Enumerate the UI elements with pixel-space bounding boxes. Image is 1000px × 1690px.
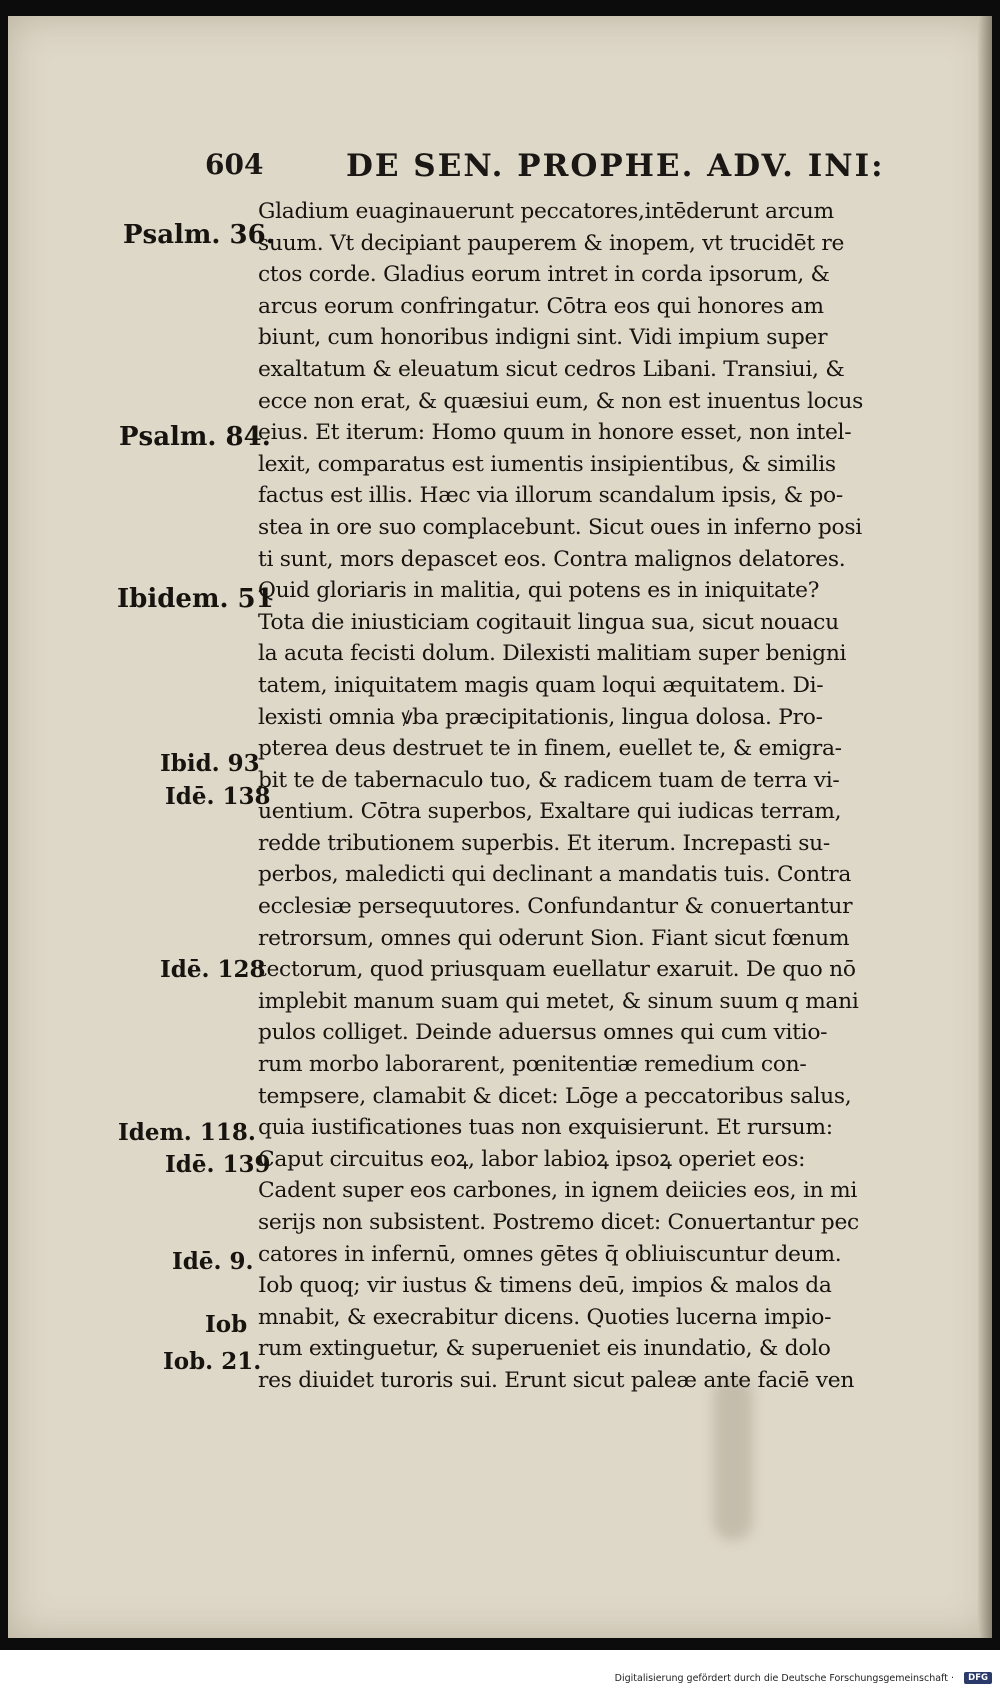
text-line: res diuidet turoris sui. Erunt sicut paleæ ante faciē ven (258, 1367, 855, 1393)
text-line: redde tributionem superbis. Et iterum. Increpasti su- (258, 830, 830, 856)
text-line: pulos colliget. Deinde aduersus omnes qui cum vitio- (258, 1020, 828, 1046)
main-text-block (258, 196, 958, 1397)
text-line: quia iustificationes tuas non exquisierunt. Et rursum: (258, 1115, 833, 1141)
text-line: Gladium euaginauerunt peccatores,intēderunt arcum (258, 199, 834, 224)
text-line: Caput circuitus eoꝝ, labor labioꝝ ipsoꝝ operiet eos: (258, 1146, 806, 1172)
margin-note-iob-21: Iob. 21. (163, 1348, 262, 1375)
margin-note-ide-138: Idē. 138 (165, 783, 271, 810)
margin-note-psalm-84: Psalm. 84. (119, 422, 271, 452)
text-line: uentium. Cōtra superbos, Exaltare qui iudicas terram, (258, 799, 842, 825)
text-line: biunt, cum honoribus indigni sint. Vidi impium super (258, 325, 828, 351)
text-line: catores in infernū, omnes gētes q̄ obliuiscuntur deum. (258, 1241, 842, 1267)
page-edge-shadow (978, 16, 992, 1638)
text-line: rum extinguetur, & superueniet eis inundatio, & dolo (258, 1336, 831, 1362)
text-line: Quid gloriaris in malitia, qui potens es in iniquitate? (258, 578, 820, 604)
running-title: DE SEN. PROPHE. ADV. INI: (346, 148, 885, 184)
text-line: Tota die iniusticiam cogitauit lingua sua, sicut nouacu (258, 609, 839, 635)
paper-stain (713, 1376, 753, 1541)
text-line: tectorum, quod priusquam euellatur exaruit. De quo nō (258, 957, 856, 983)
page-number: 604 (205, 148, 264, 181)
footer-strip (0, 1650, 1000, 1690)
margin-note-iob: Iob (205, 1311, 248, 1338)
text-line: arcus eorum confringatur. Cōtra eos qui honores am (258, 293, 824, 319)
text-line: retrorsum, omnes qui oderunt Sion. Fiant sicut fœnum (258, 925, 850, 951)
text-line: la acuta fecisti dolum. Dilexisti malitiam super benigni (258, 641, 847, 667)
margin-note-ibidem-51: Ibidem. 51 (117, 584, 274, 614)
text-line: Iob quoq; vir iustus & timens deū, impios & malos da (258, 1273, 832, 1299)
dfg-logo: DFG (964, 1672, 992, 1684)
text-line: ecce non erat, & quæsiui eum, & non est inuentus locus (258, 388, 864, 414)
margin-note-psalm-36: Psalm. 36. (123, 220, 275, 250)
text-line: eius. Et iterum: Homo quum in honore esset, non intel- (258, 420, 852, 446)
margin-note-ide-128: Idē. 128 (160, 956, 266, 983)
text-line: ctos corde. Gladius eorum intret in corda ipsorum, & (258, 262, 830, 288)
margin-note-ide-9: Idē. 9. (172, 1248, 254, 1275)
text-line: perbos, maledicti qui declinant a mandatis tuis. Contra (258, 862, 852, 888)
text-line: lexit, comparatus est iumentis insipientibus, & similis (258, 451, 836, 477)
text-line: lexisti omnia ꝟba præcipitationis, lingua dolosa. Pro- (258, 704, 823, 730)
text-line: ecclesiæ persequutores. Confundantur & conuertantur (258, 894, 853, 920)
text-line: pterea deus destruet te in finem, euellet te, & emigra- (258, 736, 842, 762)
margin-note-idem-118: Idem. 118. (118, 1119, 256, 1146)
text-line: stea in ore suo complacebunt. Sicut oues in inferno posi (258, 514, 862, 540)
text-line: rum morbo laborarent, pœnitentiæ remedium con- (258, 1052, 807, 1078)
text-line: suum. Vt decipiant pauperem & inopem, vt trucidēt re (258, 230, 845, 256)
margin-note-ide-139: Idē. 139 (165, 1151, 271, 1178)
digitization-credit: Digitalisierung gefördert durch die Deutsche Forschungsgemeinschaft · (614, 1673, 954, 1684)
text-line: serijs non subsistent. Postremo dicet: Conuertantur pec (258, 1210, 859, 1235)
text-line: exaltatum & eleuatum sicut cedros Libani. Transiui, & (258, 356, 845, 382)
text-line: implebit manum suam qui metet, & sinum suum q mani (258, 988, 859, 1014)
margin-note-ibid-93: Ibid. 93 (160, 750, 260, 777)
text-line: tempsere, clamabit & dicet: Lōge a peccatoribus salus, (258, 1083, 852, 1109)
text-line: factus est illis. Hæc via illorum scandalum ipsis, & po- (258, 483, 843, 509)
text-line: ti sunt, mors depascet eos. Contra malignos delatores. (258, 546, 846, 572)
text-line: bit te de tabernaculo tuo, & radicem tuam de terra vi- (258, 767, 840, 793)
text-line: mnabit, & execrabitur dicens. Quoties lucerna impio- (258, 1304, 832, 1330)
page-header (0, 148, 1000, 188)
text-line: Cadent super eos carbones, in ignem deiicies eos, in mi (258, 1178, 858, 1204)
text-line: tatem, iniquitatem magis quam loqui æquitatem. Di- (258, 672, 824, 698)
